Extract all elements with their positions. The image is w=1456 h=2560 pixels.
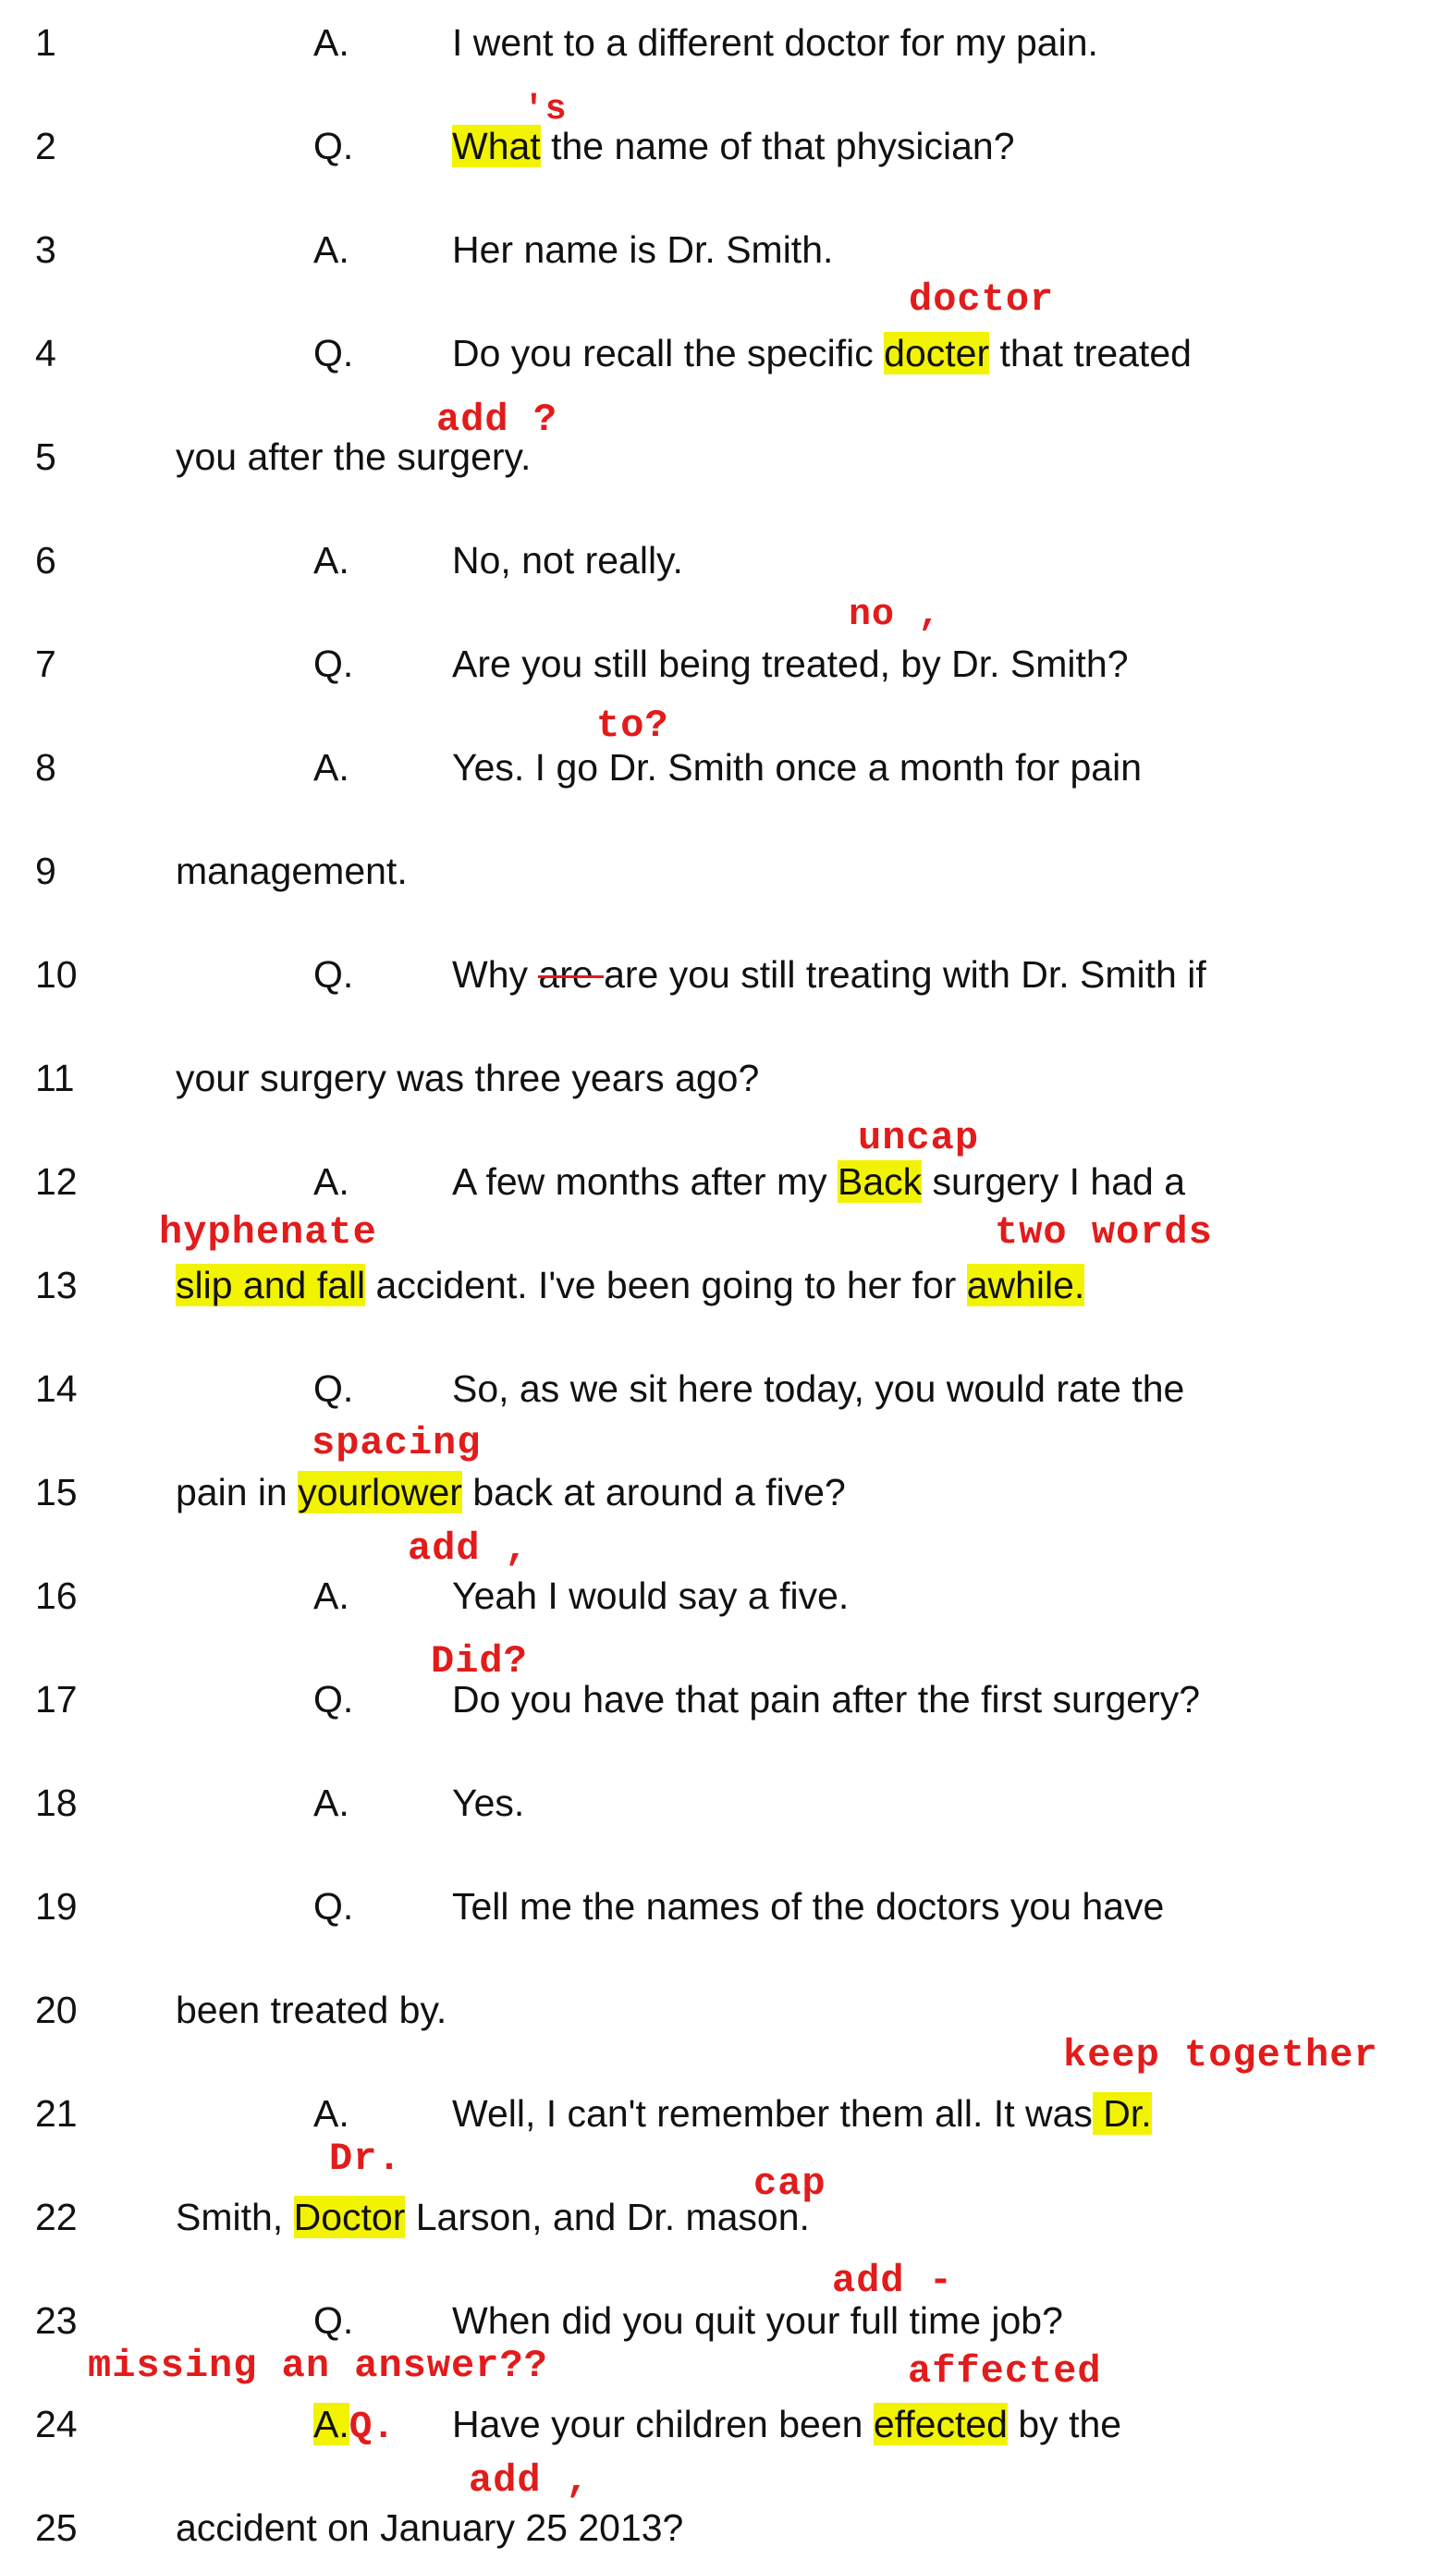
corrected-speaker: Q. [349, 2407, 395, 2449]
markup-note: spacing [312, 1421, 482, 1465]
transcript-line [0, 220, 1456, 279]
speaker-label: Q. [313, 1367, 354, 1410]
line-text: Tell me the names of the doctors you have [452, 1885, 1165, 1928]
line-number: 13 [35, 1264, 78, 1306]
line-text: Why are are you still treating with Dr. Smith if [452, 953, 1206, 996]
speaker-label: Q. [313, 1885, 354, 1928]
transcript-line [0, 2187, 1456, 2247]
highlighted-speaker: A. [313, 2403, 349, 2445]
highlighted-word: Back [838, 1160, 923, 1203]
transcript-line [0, 1359, 1456, 1418]
line-text: A few months after my Back surgery I had a [452, 1160, 1186, 1203]
line-text: What the name of that physician? [452, 125, 1015, 167]
line-text: accident on January 25 2013? [176, 2506, 684, 2549]
transcript-line [0, 945, 1456, 1004]
line-text: Well, I can't remember them all. It was Dr. [452, 2092, 1152, 2135]
markup-note: 's [523, 90, 568, 129]
line-text: you after the surgery. [176, 435, 532, 478]
line-text: Have your children been effected by the [452, 2403, 1122, 2445]
transcript-line [0, 1670, 1456, 1729]
markup-note: Did? [431, 1639, 528, 1684]
highlighted-word: Dr. [1092, 2092, 1152, 2135]
transcript-line [0, 841, 1456, 900]
line-number: 2 [35, 125, 56, 167]
speaker-label: Q. [313, 2299, 354, 2342]
markup-note: add , [469, 2458, 591, 2503]
transcript-line [0, 2084, 1456, 2143]
line-text: Her name is Dr. Smith. [452, 228, 834, 271]
transcript-line [0, 2291, 1456, 2350]
highlighted-word: What [452, 125, 541, 167]
line-text: Are you still being treated, by Dr. Smith? [452, 643, 1129, 685]
markup-note: add , [408, 1526, 530, 1571]
highlighted-word: Doctor [293, 2196, 406, 2238]
line-number: 16 [35, 1574, 78, 1617]
line-text: Do you recall the specific docter that treated [452, 332, 1192, 374]
line-text: I went to a different doctor for my pain. [452, 21, 1098, 64]
line-number: 12 [35, 1160, 78, 1203]
line-text: been treated by. [176, 1989, 447, 2031]
speaker-label: Q. [313, 332, 354, 374]
line-number: 22 [35, 2196, 78, 2238]
line-number: 25 [35, 2506, 78, 2549]
line-text: So, as we sit here today, you would rate the [452, 1367, 1185, 1410]
line-number: 8 [35, 746, 56, 789]
line-number: 11 [35, 1057, 75, 1099]
markup-note: affected [908, 2349, 1102, 2394]
line-text: Yes. [452, 1782, 525, 1824]
speaker-label: A. [313, 1574, 349, 1617]
transcript-line [0, 1152, 1456, 1211]
speaker-label [313, 2395, 395, 2457]
line-text: pain in yourlower back at around a five? [176, 1471, 846, 1513]
line-number: 15 [35, 1471, 78, 1513]
transcript-line [0, 427, 1456, 486]
transcript-line [0, 1773, 1456, 1832]
markup-note: add ? [436, 398, 558, 442]
line-number: 23 [35, 2299, 78, 2342]
transcript-line [0, 13, 1456, 72]
transcript-line [0, 2395, 1456, 2454]
line-number: 6 [35, 539, 56, 582]
line-number: 1 [35, 21, 56, 64]
line-number: 4 [35, 332, 56, 374]
transcript-line [0, 531, 1456, 590]
transcript-line [0, 1463, 1456, 1522]
highlighted-word: yourlower [298, 1471, 462, 1513]
line-number: 7 [35, 643, 56, 685]
highlighted-word: docter [884, 332, 990, 374]
markup-note: hyphenate [159, 1210, 377, 1255]
line-text: your surgery was three years ago? [176, 1057, 760, 1099]
line-number: 17 [35, 1678, 78, 1721]
line-text: When did you quit your full time job? [452, 2299, 1063, 2342]
markup-note: add - [832, 2259, 954, 2303]
markup-note: doctor [909, 277, 1055, 322]
speaker-label: A. [313, 21, 349, 64]
highlighted-word: effected [873, 2403, 1008, 2445]
highlighted-word: awhile. [966, 1264, 1085, 1306]
speaker-label: Q. [313, 643, 354, 685]
line-text: Smith, Doctor Larson, and Dr. mason. [176, 2196, 810, 2238]
markup-note: no , [849, 594, 942, 636]
transcript-line [0, 634, 1456, 693]
line-text: management. [176, 850, 408, 892]
transcript-line [0, 738, 1456, 797]
markup-note: cap [753, 2162, 826, 2206]
speaker-label: A. [313, 1782, 349, 1824]
markup-note: keep together [1063, 2033, 1378, 2077]
speaker-label: Q. [313, 953, 354, 996]
speaker-label: Q. [313, 1678, 354, 1721]
line-text: Yeah I would say a five. [452, 1574, 850, 1617]
line-number: 19 [35, 1885, 78, 1928]
line-number: 9 [35, 850, 56, 892]
markup-note: to? [596, 704, 669, 748]
speaker-label: A. [313, 2092, 349, 2135]
speaker-label: A. [313, 1160, 349, 1203]
transcript-line [0, 116, 1456, 176]
line-text: No, not really. [452, 539, 683, 582]
transcript-line [0, 1048, 1456, 1108]
line-text: Do you have that pain after the first surgery? [452, 1678, 1201, 1721]
transcript-line [0, 1877, 1456, 1936]
transcript-line [0, 324, 1456, 383]
markup-note: two words [995, 1210, 1213, 1255]
transcript-line [0, 1980, 1456, 2039]
line-number: 5 [35, 435, 56, 478]
struck-word: are [538, 953, 605, 996]
speaker-label: Q. [313, 125, 354, 167]
line-number: 24 [35, 2403, 78, 2445]
line-number: 3 [35, 228, 56, 271]
speaker-label: A. [313, 228, 349, 271]
line-number: 20 [35, 1989, 78, 2031]
highlighted-phrase: slip and fall [176, 1264, 366, 1306]
transcript-line [0, 2498, 1456, 2557]
transcript-line [0, 1256, 1456, 1315]
line-number: 18 [35, 1782, 78, 1824]
line-number: 10 [35, 953, 78, 996]
line-text: Yes. I go Dr. Smith once a month for pain [452, 746, 1143, 789]
speaker-label: A. [313, 746, 349, 789]
line-text: slip and fall accident. I've been going to her for awhile. [176, 1264, 1085, 1306]
line-number: 14 [35, 1367, 78, 1410]
line-number: 21 [35, 2092, 78, 2135]
markup-note: uncap [858, 1116, 980, 1160]
transcript-line [0, 1566, 1456, 1625]
markup-note: missing an answer?? [88, 2344, 548, 2388]
speaker-label: A. [313, 539, 349, 582]
markup-note: Dr. [329, 2137, 402, 2181]
